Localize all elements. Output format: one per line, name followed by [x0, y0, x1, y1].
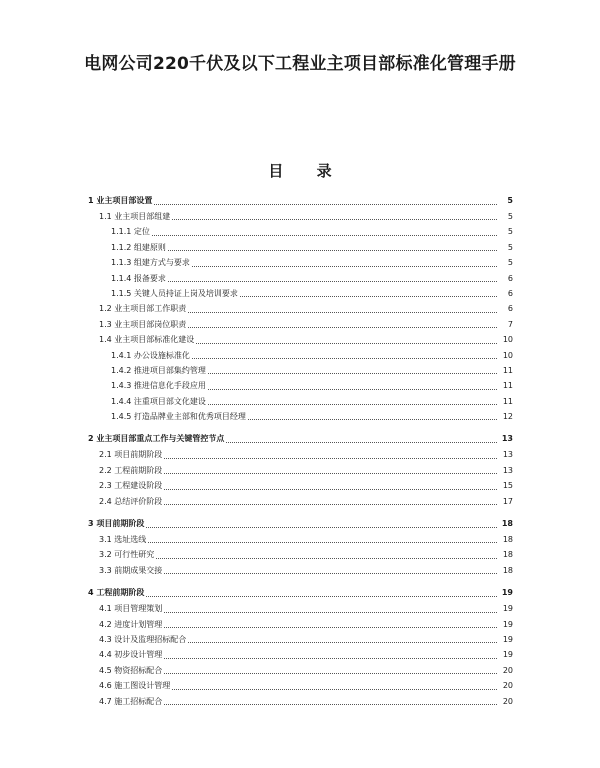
toc-entry-page-number: 15	[502, 481, 513, 491]
toc-entry[interactable]	[88, 394, 513, 409]
toc-entry-title: 4.2 进度计划管理	[99, 619, 163, 629]
toc-entry-page-number: 10	[502, 350, 513, 360]
toc-entry[interactable]	[88, 617, 513, 632]
toc-entry-title: 4.6 施工图设计管理	[99, 681, 171, 691]
toc-entry[interactable]	[88, 532, 513, 547]
toc-entry-title: 1.1.2 组建原则	[111, 242, 166, 252]
toc-entry-title: 1.4.3 推进信息化手段应用	[111, 381, 206, 391]
table-of-contents	[88, 192, 513, 709]
toc-entry[interactable]	[88, 694, 513, 709]
toc-entry-page-number: 19	[502, 604, 513, 614]
toc-entry[interactable]	[88, 224, 513, 239]
toc-entry-title: 1.1.5 关键人员持证上岗及培训要求	[111, 288, 238, 298]
toc-entry-title: 4.1 项目管理策划	[99, 604, 163, 614]
toc-dot-leader	[172, 688, 497, 690]
toc-entry-title: 2 业主项目部重点工作与关键管控节点	[88, 434, 225, 444]
toc-entry[interactable]	[88, 192, 513, 209]
toc-entry-title: 2.2 工程前期阶段	[99, 465, 163, 475]
toc-entry-title: 1.4 业主项目部标准化建设	[99, 335, 195, 345]
toc-dot-leader	[146, 526, 497, 528]
toc-entry-page-number: 19	[501, 588, 513, 598]
toc-dot-leader	[192, 357, 497, 359]
toc-entry-title: 1.2 业主项目部工作职责	[99, 304, 187, 314]
toc-entry-page-number: 20	[502, 681, 513, 691]
toc-entry[interactable]	[88, 547, 513, 562]
toc-dot-leader	[164, 457, 497, 459]
toc-entry-title: 3.3 前期成果交接	[99, 565, 163, 575]
toc-entry-page-number: 18	[502, 565, 513, 575]
toc-entry-page-number: 20	[502, 665, 513, 675]
toc-entry[interactable]	[88, 584, 513, 601]
toc-entry[interactable]	[88, 601, 513, 616]
toc-entry-title: 2.4 总结评价阶段	[99, 496, 163, 506]
toc-dot-leader	[188, 326, 497, 328]
toc-dot-leader	[240, 295, 497, 297]
toc-entry-page-number: 5	[507, 211, 513, 221]
toc-entry-title: 1.1 业主项目部组建	[99, 211, 171, 221]
toc-entry[interactable]	[88, 301, 513, 316]
toc-dot-leader	[154, 203, 497, 205]
toc-entry-page-number: 5	[507, 242, 513, 252]
toc-dot-leader	[192, 265, 497, 267]
toc-dot-leader	[164, 572, 497, 574]
toc-entry[interactable]	[88, 409, 513, 424]
toc-entry-page-number: 19	[502, 650, 513, 660]
toc-entry[interactable]	[88, 317, 513, 332]
toc-entry[interactable]	[88, 494, 513, 509]
toc-entry[interactable]	[88, 378, 513, 393]
toc-dot-leader	[168, 249, 497, 251]
toc-entry-page-number: 11	[502, 365, 513, 375]
toc-dot-leader	[146, 595, 497, 597]
toc-entry-title: 4.7 施工招标配合	[99, 696, 163, 706]
toc-dot-leader	[164, 672, 497, 674]
toc-entry[interactable]	[88, 515, 513, 532]
toc-dot-leader	[168, 280, 497, 282]
toc-dot-leader	[172, 218, 497, 220]
toc-entry-title: 4.3 设计及监理招标配合	[99, 634, 187, 644]
toc-entry-page-number: 5	[507, 258, 513, 268]
toc-entry-title: 3.2 可行性研究	[99, 550, 155, 560]
toc-dot-leader	[164, 472, 497, 474]
toc-entry-page-number: 18	[502, 535, 513, 545]
toc-entry[interactable]	[88, 447, 513, 462]
toc-entry-title: 1.4.1 办公设施标准化	[111, 350, 190, 360]
toc-entry[interactable]	[88, 348, 513, 363]
toc-dot-leader	[164, 657, 497, 659]
toc-entry-page-number: 19	[502, 634, 513, 644]
toc-entry-page-number: 5	[507, 227, 513, 237]
toc-dot-leader	[196, 342, 497, 344]
toc-entry[interactable]	[88, 478, 513, 493]
toc-entry-title: 1.1.4 报备要求	[111, 273, 166, 283]
toc-dot-leader	[188, 311, 497, 313]
toc-entry-page-number: 6	[507, 273, 513, 283]
toc-entry-page-number: 20	[502, 696, 513, 706]
toc-entry-title: 2.1 项目前期阶段	[99, 450, 163, 460]
toc-dot-leader	[208, 403, 497, 405]
toc-dot-leader	[226, 441, 497, 443]
toc-entry[interactable]	[88, 430, 513, 447]
toc-entry-page-number: 11	[502, 381, 513, 391]
toc-entry[interactable]	[88, 632, 513, 647]
toc-dot-leader	[208, 372, 497, 374]
toc-dot-leader	[164, 488, 497, 490]
toc-entry-title: 4 工程前期阶段	[88, 588, 145, 598]
toc-entry-title: 1.4.4 注重项目部文化建设	[111, 396, 206, 406]
toc-entry-page-number: 7	[507, 319, 513, 329]
toc-entry-page-number: 12	[502, 412, 513, 422]
toc-heading: 目 录	[268, 162, 346, 180]
toc-entry-page-number: 6	[507, 304, 513, 314]
toc-entry[interactable]	[88, 363, 513, 378]
toc-entry[interactable]	[88, 332, 513, 347]
toc-entry-title: 1 业主项目部设置	[88, 196, 153, 205]
toc-entry[interactable]	[88, 463, 513, 478]
toc-entry-page-number: 17	[502, 496, 513, 506]
toc-dot-leader	[148, 541, 497, 543]
toc-dot-leader	[248, 418, 497, 420]
toc-entry[interactable]	[88, 271, 513, 286]
toc-entry-page-number: 6	[507, 288, 513, 298]
toc-entry-page-number: 13	[502, 465, 513, 475]
toc-entry[interactable]	[88, 286, 513, 301]
toc-entry-title: 1.3 业主项目部岗位职责	[99, 319, 187, 329]
document-title: 电网公司220千伏及以下工程业主项目部标准化管理手册	[84, 54, 516, 74]
toc-entry[interactable]	[88, 240, 513, 255]
toc-entry-page-number: 19	[502, 619, 513, 629]
toc-entry[interactable]	[88, 255, 513, 270]
toc-entry[interactable]	[88, 647, 513, 662]
toc-dot-leader	[208, 388, 497, 390]
toc-dot-leader	[164, 703, 497, 705]
toc-dot-leader	[156, 557, 497, 559]
toc-entry-title: 3 项目前期阶段	[88, 519, 145, 529]
toc-entry-page-number: 13	[502, 450, 513, 460]
toc-entry[interactable]	[88, 563, 513, 578]
toc-entry[interactable]	[88, 209, 513, 224]
toc-dot-leader	[152, 234, 497, 236]
toc-entry-title: 4.4 初步设计管理	[99, 650, 163, 660]
toc-entry-title: 2.3 工程建设阶段	[99, 481, 163, 491]
toc-entry[interactable]	[88, 678, 513, 693]
toc-entry-page-number: 18	[501, 519, 513, 529]
toc-entry-title: 3.1 选址选线	[99, 535, 147, 545]
toc-entry-title: 1.4.5 打造品牌业主部和优秀项目经理	[111, 412, 246, 422]
toc-entry[interactable]	[88, 663, 513, 678]
toc-entry-title: 1.1.3 组建方式与要求	[111, 258, 190, 268]
toc-entry-title: 4.5 物资招标配合	[99, 665, 163, 675]
toc-entry-title: 1.4.2 推进项目部集约管理	[111, 365, 206, 375]
toc-entry-page-number: 18	[502, 550, 513, 560]
toc-dot-leader	[164, 626, 497, 628]
toc-entry-title: 1.1.1 定位	[111, 227, 150, 237]
toc-dot-leader	[164, 611, 497, 613]
toc-entry-page-number: 10	[502, 335, 513, 345]
toc-dot-leader	[164, 503, 497, 505]
toc-entry-page-number: 11	[502, 396, 513, 406]
toc-entry-page-number: 5	[507, 196, 513, 205]
toc-entry-page-number: 13	[501, 434, 513, 444]
toc-dot-leader	[188, 641, 497, 643]
